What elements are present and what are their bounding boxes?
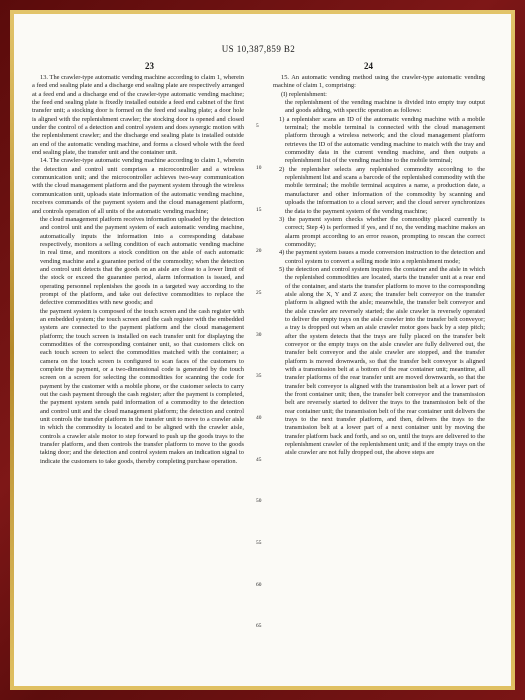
step-replenishment-desc: the replenishment of the vending machine is divided into empty tray output and goods adding, with specific operation as follows: bbox=[285, 99, 485, 115]
line-number: 30 bbox=[256, 332, 262, 338]
patent-number: US 10,387,859 B2 bbox=[221, 44, 296, 54]
claim-14-cloud-platform: the cloud management platform receives information uploaded by the detection and control unit and the payment system of each automatic vending machine, automatically inputs the information into a corresponding database respectively, monitors a selling condition of each automatic vending machine in real time, and monitors a stock condition on the aisle of each automatic vending machine and a guarantee period of the commodity; when the detection and control unit detects that the goods on an aisle are close to a lower limit of the stock or exceed the guarantee period, alarm information is issued, and operating personnel replenishes the goods in a targeted way according to the prompt of the platform, and take out defective commodities to replace the defective commodities with new goods; and bbox=[40, 215, 244, 307]
line-number: 45 bbox=[256, 457, 262, 463]
line-number: 60 bbox=[256, 582, 262, 588]
line-number: 25 bbox=[256, 290, 262, 296]
line-numbers bbox=[256, 74, 270, 654]
line-number: 55 bbox=[256, 540, 262, 546]
replenishment-step-5: 5) the detection and control system inquires the container and the aisle in which the replenished commodities are located, starts the transfer unit at a rear end of the container, and starts the transfer platform to move to the corresponding aisle along the X, Y and Z axes; the transfer belt conveyor on the transfer platform is aligned with the aisle; meanwhile, the transfer belt conveyor and the aisle crawler are reversely started; the aisle crawler is reversely operated to deliver the empty trays on the aisle crawler into the transfer belt conveyor; a tray is dropped out when an aisle crawler motor goes back by a step pitch; after the system detects that the trays are fully placed on the transfer belt conveyor or the empty trays on the aisle crawler are fully delivered out, the transfer belt conveyor and the aisle crawler are stopped, and the transfer platform is moved downwards, so that the transfer belt conveyor is aligned with a transmission belt at a bottom of the rear container unit; meantime, all transfer platforms of the rear transfer unit are moved downwards, so that the transfer belt conveyor is aligned with the transmission belt at a lower part of the front container unit; then, the transfer belt conveyor and the transmission belt are reversely started to deliver the trays to the transmission belt of the rear container unit; the transmission belt of the rear container unit delivers the trays to the next transfer platform, and then, delivers the trays to the transmission belt at a lower part of a next container unit by moving the transfer platform back and forth, and so on, until the trays are delivered to the replenishment crawler of the replenishment unit; and if the empty trays on the aisle crawler are not fully dropped out, the above steps are bbox=[279, 265, 485, 457]
line-number: 40 bbox=[256, 415, 262, 421]
line-number: 65 bbox=[256, 623, 262, 629]
left-column bbox=[32, 74, 244, 654]
line-number: 35 bbox=[256, 373, 262, 379]
line-number: 20 bbox=[256, 248, 262, 254]
replenishment-step-3: 3) the payment system checks whether the commodity placed currently is correct; Step 4) is performed if yes, and if no, the vending machine makes an alarm prompt according to an error reason, prompting to rescan the correct commodity; bbox=[279, 215, 485, 248]
line-number: 15 bbox=[256, 207, 262, 213]
replenishment-step-2: 2) the replenisher selects any replenished commodity according to the replenishment list and scans a barcode of the replenished commodity with the mobile terminal; the mobile terminal acquires a name, a production date, a manufacturer and other information of the commodity by scanning and uploads the information to a cloud server; and the cloud server synchronizes the data to the payment system of the vending machine; bbox=[279, 165, 485, 215]
replenishment-step-4: 4) the payment system issues a mode conversion instruction to the detection and control system to convert a selling mode into a replenishment mode; bbox=[279, 249, 485, 265]
patent-page bbox=[32, 30, 485, 658]
line-number: 10 bbox=[256, 165, 262, 171]
line-number: 5 bbox=[256, 123, 259, 129]
step-replenishment-heading: (I) replenishment: bbox=[281, 90, 327, 98]
claim-15-intro: 15. An automatic vending method using the crawler-type automatic vending machine of claim 1, comprising: bbox=[273, 74, 485, 90]
column-number-right: 24 bbox=[364, 61, 373, 71]
right-column bbox=[273, 74, 485, 654]
claim-13: 13. The crawler-type automatic vending machine according to claim 1, wherein a feed end sealing plate and a discharge end sealing plate are respectively arranged at a feed end and a discharge end of the crawler-type automatic vending machine; the feed end sealing plate is fixedly installed outside a feed end cabinet of the first transfer unit; a stocking door is formed on the feed end sealing plate; a door hole is aligned with the replenishment crawler; the stocking door is opened and closed under the control of a detection and control system and does synergic motion with the replenishment crawler; and the discharge end sealing plate is installed outside an end of the automatic vending machine, and forms a closed whole with the feed end sealing plate, the transfer unit and the container unit. bbox=[32, 74, 244, 157]
claim-14-payment-system: the payment system is composed of the touch screen and the cash register with an embedded system; the touch screen and the cash register with the embedded system are connected to the payment platform and the cloud management platform; the touch screen is installed on each transfer unit for displaying the commodities of the corresponding container unit, so that customers click on each touch screen to select the commodities matched with the container; a camera on the touch screen is configured to scan faces of the customers to complete the payment, or a two-dimensional code is generated by the touch screen on a screen for selecting the commodities for scanning the code for payment by the customer with a mobile phone, or the customer selects to carry out the cash payment through the cash register; after the payment is completed, the payment system sends paid information of a commodity to the detection and control unit and the cloud management platform; the detection and control unit controls the transfer platform in the transfer unit to move to a crawler aisle in which the commodity is located and to be aligned with the crawler aisle, controls a crawler aisle motor to step forward to push up the goods trays to the transfer platform, and then controls the transfer platform to move to the goods taking door; and the detection and control system makes an indication signal to indicate the customers to take goods, thereby completing purchase operation. bbox=[40, 307, 244, 465]
replenishment-step-1: 1) a replenisher scans an ID of the automatic vending machine with a mobile terminal; the mobile terminal is connected with the cloud management platform through a wireless network; and the cloud management platform retrieves the ID of the automatic vending machine to match with the tray and commodity data in the current vending machine, and then outputs a replenishment list of the vending machine to the mobile terminal; bbox=[279, 115, 485, 165]
frame-mat bbox=[14, 14, 511, 686]
column-number-left: 23 bbox=[145, 61, 154, 71]
claim-14-intro: 14. The crawler-type automatic vending machine according to claim 1, wherein the detection and control unit comprises a microcontroller and a wireless communication unit; and the microcontroller achieves two-way communication with the cloud management platform and the payment system through the wireless communication unit, uploads state information of the automatic vending machine, receives commands of the payment system and the cloud management platform, and controls operation of all units of the automatic vending machine; bbox=[32, 157, 244, 215]
line-number: 50 bbox=[256, 498, 262, 504]
